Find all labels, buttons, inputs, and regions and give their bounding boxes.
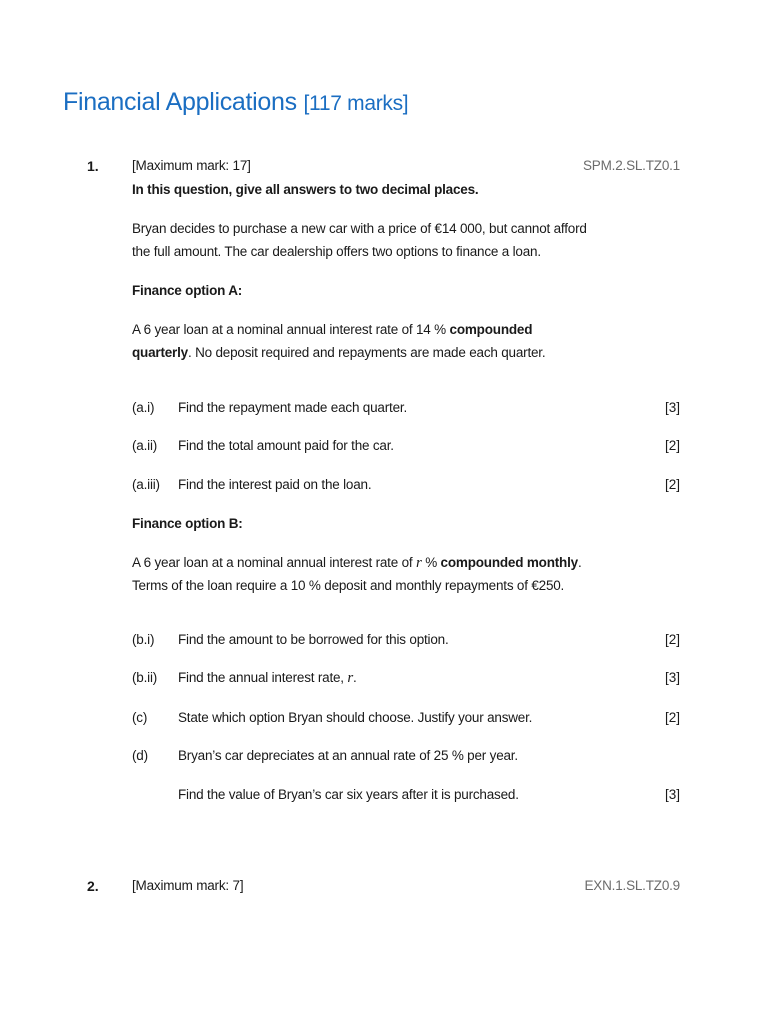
question-1-intro-line-1: Bryan decides to purchase a new car with a price of €14 000, but cannot afford — [132, 221, 587, 236]
finance-option-a-heading: Finance option A: — [132, 283, 243, 298]
part-c-text: State which option Bryan should choose. Justify your answer. — [178, 710, 533, 725]
finance-option-b-line-2: Terms of the loan require a 10 % deposit and monthly repayments of €250. — [132, 578, 565, 593]
part-a-ii-label: (a.ii) — [132, 438, 158, 453]
question-1-code: SPM.2.SL.TZ0.1 — [583, 158, 680, 173]
part-b-i-label: (b.i) — [132, 632, 155, 647]
finance-option-b-line-1 — [132, 551, 582, 575]
question-1-instruction: In this question, give all answers to two decimal places. — [132, 182, 479, 197]
part-d-marks: [3] — [664, 787, 680, 802]
question-1-intro-line-2: the full amount. The car dealership offers two options to finance a loan. — [132, 244, 541, 259]
part-a-i-label: (a.i) — [132, 400, 155, 415]
part-b-ii-text-pre: Find the annual interest rate, — [178, 670, 348, 685]
finance-option-b-heading: Finance option B: — [132, 516, 243, 531]
option-b-variable-r: r — [416, 555, 422, 571]
part-d-text: Bryan’s car depreciates at an annual rate of 25 % per year. — [178, 748, 518, 763]
part-b-ii-text — [178, 670, 357, 687]
finance-option-a-line-2 — [132, 341, 545, 364]
question-2-number: 2. — [87, 878, 99, 894]
part-a-ii-text: Find the total amount paid for the car. — [178, 438, 394, 453]
option-a-text: A 6 year loan at a nominal annual interest rate of 14 % — [132, 322, 450, 337]
option-a-compounded: compounded — [449, 322, 533, 337]
option-b-percent: % — [421, 555, 441, 570]
part-a-iii-marks: [2] — [664, 477, 680, 492]
part-a-ii-marks: [2] — [664, 438, 680, 453]
part-b-ii-text-post: . — [353, 670, 357, 685]
question-2-max-mark: [Maximum mark: 7] — [132, 878, 244, 893]
part-b-i-marks: [2] — [664, 632, 680, 647]
part-b-ii-marks: [3] — [664, 670, 680, 685]
part-c-marks: [2] — [664, 710, 680, 725]
section-title-text: Financial Applications — [63, 88, 297, 116]
question-2-code: EXN.1.SL.TZ0.9 — [584, 878, 680, 893]
section-title — [63, 88, 408, 117]
option-b-text: A 6 year loan at a nominal annual interest rate of — [132, 555, 416, 570]
option-b-compounded-monthly: compounded monthly — [440, 555, 578, 570]
option-a-text-2: . No deposit required and repayments are made each quarter. — [187, 345, 546, 360]
finance-option-a-line-1 — [132, 318, 532, 341]
part-a-iii-text: Find the interest paid on the loan. — [178, 477, 372, 492]
part-b-ii-label: (b.ii) — [132, 670, 158, 685]
part-b-ii-variable-r: r — [347, 670, 354, 686]
part-b-i-text: Find the amount to be borrowed for this option. — [178, 632, 449, 647]
question-1-number: 1. — [87, 158, 99, 174]
part-d-text-2: Find the value of Bryan’s car six years after it is purchased. — [178, 787, 519, 802]
part-a-i-marks: [3] — [664, 400, 680, 415]
part-d-label: (d) — [132, 748, 148, 763]
option-a-quarterly: quarterly — [132, 345, 188, 360]
section-total-marks: [117 marks] — [303, 92, 409, 115]
part-a-iii-label: (a.iii) — [132, 477, 160, 492]
part-c-label: (c) — [132, 710, 148, 725]
question-1-max-mark: [Maximum mark: 17] — [132, 158, 251, 173]
part-a-i-text: Find the repayment made each quarter. — [178, 400, 407, 415]
option-b-period: . — [577, 555, 582, 570]
